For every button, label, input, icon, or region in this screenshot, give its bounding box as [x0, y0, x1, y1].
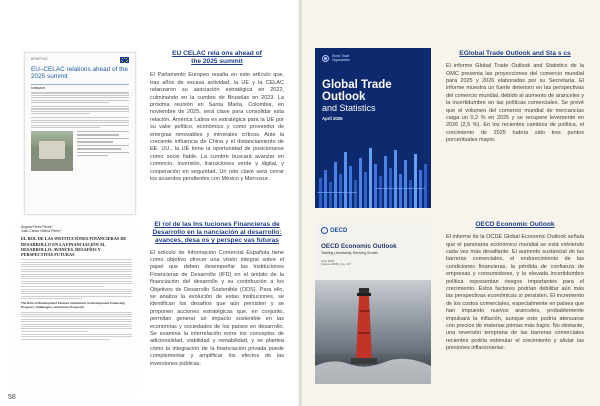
- wto-logo: [322, 55, 424, 63]
- briefing-bullet-list: [77, 131, 129, 171]
- page-number: 58: [8, 394, 16, 401]
- wto-cover-title: Global Trade Outlook: [322, 78, 392, 103]
- oecd-cover-title: OECD Economic Outlook: [321, 243, 397, 250]
- briefing-tag: BRIEFING: [31, 57, 48, 61]
- oecd-cover-date: June 2025 Volume 2025/1, No. 117: [321, 259, 351, 267]
- paper-english-abstract: [21, 312, 132, 340]
- briefing-photo: [31, 131, 73, 171]
- eu-celac-body: El Parlamento Europeo resalta en este artículo que, tras años de escasa actividad, la UE y la CELAC relanzaron su asociación estratégica en 2022, culminando en la cumbre de Bruselas en 2023. La próxima reunión en Santa Marta, Colombia, en noviembre de 2025, será clave para consolidar esta relación. América Latina es estratégica para la UE por su valor político, económico y como proveedor de energías renovables y minerales críticos. Ante la creciente influencia de China y el distanciamiento de EE. UU., la UE tiene la oportunidad de posicionarse como socio fiable. La cumbre buscará avanzar en comercio, inversión, transiciones verde y digital, y cooperación en seguridad. Un reto clave será cerrar los acuerdos pendientes con México y Mercosur.: [150, 72, 284, 183]
- dfi-headline[interactable]: El rol de las Ins tuciones Financieras de Desarrollo en la nanciación al desarrollo: avances, desa os y perspec vas futuras: [152, 221, 282, 245]
- wto-body: El informe Global Trade Outlook and Statistics de la OMC presenta las proyecciones del comercio mundial para 2025 y 2026 elaboradas por su Secretaría. El informe muestra un fuerte deterioro en las perspectivas del comercio mundial, debido al aumento de aranceles y la incertidumbre en las políticas comerciales. Se prevé que el volumen del comercio mundial de mercancías caiga un 0,2 % en 2025 y se recupere levemente en 2026 (2,5 %). En los recientes cambios de política, el crecimiento de 2025 habría sido tres puntos porcentuales mayor.: [446, 63, 584, 144]
- oecd-headline[interactable]: OECD Economic Outlook: [475, 221, 555, 228]
- wto-cover-date: April 2025: [322, 115, 343, 121]
- oecd-body: El informe de la OCDE Global Economic Outlook señala que el panorama económico mundial se está volviendo cada vez más desafiante. El aumento sustancial de las barreras comerciales, el endurecimiento de las condiciones financieras, la pérdida de confianza de empresas y consumidores, y la elevada incertidumbre política representan riesgos importantes para el crecimiento. Estos factores podrían debilitar aún más las perspectivas económicas si persisten. El incremento de los costos comerciales, especialmente en países que han impuesto nuevos aranceles, probablemente impulsará la inflación, aunque esto podría atenuarse con precios de materias primas más bajos. No obstante, una reversión temprana de las barreras comerciales recientes podría estimular el crecimiento y aliviar las presiones inflacionarias.: [446, 234, 584, 352]
- oecd-logo: [321, 227, 425, 234]
- wto-cover-bar-graphic: [315, 130, 431, 208]
- wto-headline[interactable]: EGlobal Trade Outlook and Sta s cs: [459, 50, 571, 57]
- eu-flag-icon: [120, 57, 129, 63]
- oecd-brand-name: OECD: [330, 227, 348, 234]
- dfi-paper-cover: [15, 222, 138, 394]
- oecd-cover-subtitle: Tackling Uncertainty, Reviving Growth: [321, 251, 378, 255]
- briefing-rule: [31, 84, 129, 85]
- eu-celac-headline[interactable]: EU CELAC rela ons ahead of the 2025 summit: [172, 50, 262, 66]
- briefing-lower-section: [31, 131, 129, 171]
- paper-title: EL ROL DE LAS INSTITUCIONES FINANCIERAS DE DESARROLLO EN LA FINANCIACIÓN AL DESARROLLO: AVANCES, DESAFÍOS Y PERSPECTIVAS FUTURAS: [21, 236, 127, 258]
- oecd-cover-header: [315, 222, 431, 280]
- briefing-title: EU–CELAC relations ahead of the 2025 summit: [31, 66, 128, 81]
- dfi-body: El artículo de Información Comercial Española tiene como objetivo ofrecer una visión integral sobre el papel que deben desempeñar las Instituciones Financieras de Desarrollo (IFD) en el ámbito de la financiación del desarrollo y su contribución a los Objetivos de Desarrollo Sostenible (ODS). Para ello, se analiza la evolución de estas instituciones, se identifican los desafíos que aún persisten y se proponen acciones estratégicas que, en conjunto, permitan generar un impacto sostenible en las economías y sociedades de los países en desarrollo. Se examina la interrelación entre los conceptos de adicionalidad, viabilidad y rentabilidad, y se plantea cómo la integración de la financiación privada puede complementar y amplificar los efectos de las inversiones públicas.: [150, 249, 284, 367]
- paper-authors: Ángela Pérez Pérez* Juan Carlos Villena Pérez*: [21, 225, 62, 234]
- eu-celac-briefing-cover: [24, 52, 136, 215]
- dfi-article: [150, 221, 284, 368]
- oecd-report-cover: [315, 222, 431, 384]
- wto-article: [446, 50, 584, 145]
- briefing-summary-text: [31, 92, 129, 128]
- wto-report-cover: [315, 48, 431, 208]
- wto-cover-subtitle: and Statistics: [322, 102, 376, 113]
- wto-org-name: World Trade Organization: [332, 54, 351, 62]
- briefing-summary-heading: SUMMARY: [31, 86, 46, 91]
- oecd-article: [446, 221, 584, 353]
- wto-emblem-icon: [322, 55, 329, 62]
- lighthouse-photo: [315, 280, 431, 384]
- paper-abstract-text: [21, 259, 132, 299]
- oecd-emblem-icon: [321, 227, 328, 234]
- paper-english-title: The Role of Development Finance Institutions in Development Financing: Progress, Challenges, and Future Prospects: [21, 301, 126, 309]
- page-gutter: [298, 0, 302, 406]
- eu-celac-article: [150, 50, 284, 184]
